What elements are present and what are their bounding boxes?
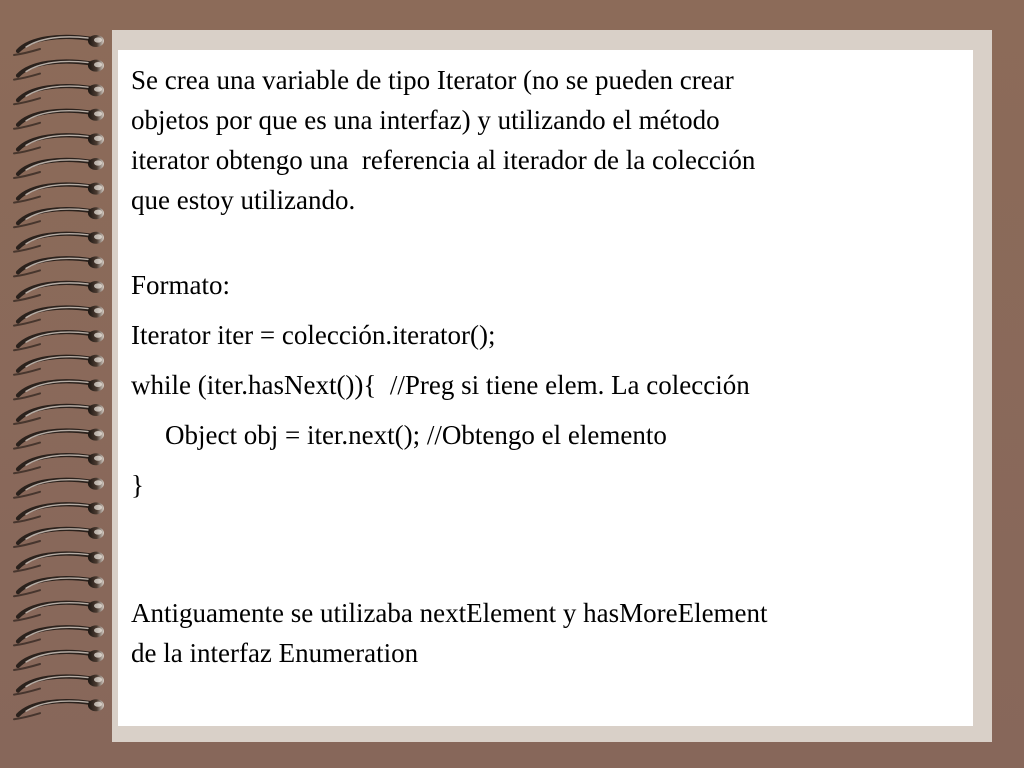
spiral-ring-icon: [14, 60, 104, 80]
spiral-ring-icon: [14, 699, 104, 719]
spiral-ring-icon: [14, 133, 104, 153]
spiral-ring-icon: [14, 35, 104, 55]
spiral-binding-icon: [0, 0, 130, 768]
spiral-ring-icon: [14, 281, 104, 301]
intro-line-2: objetos por que es una interfaz) y utilizando el método: [131, 105, 720, 135]
spiral-ring-icon: [14, 306, 104, 326]
spiral-ring-icon: [14, 576, 104, 596]
intro-line-4: que estoy utilizando.: [131, 185, 356, 215]
spacer: [131, 220, 961, 265]
intro-line-3: iterator obtengo una referencia al iterador de la colección: [131, 145, 756, 175]
spiral-ring-icon: [14, 109, 104, 129]
code-line-3: Object obj = iter.next(); //Obtengo el elemento: [165, 420, 667, 450]
footer-paragraph: [131, 593, 961, 673]
spiral-ring-icon: [14, 429, 104, 449]
spiral-ring-icon: [14, 650, 104, 670]
format-label: Formato:: [131, 270, 230, 300]
code-line-1: Iterator iter = colección.iterator();: [131, 320, 496, 350]
spiral-ring-icon: [14, 355, 104, 375]
spiral-ring-icon: [14, 478, 104, 498]
code-line-2: while (iter.hasNext()){ //Preg si tiene elem. La colección: [131, 370, 750, 400]
code-line-4: }: [131, 470, 144, 500]
spacer: [131, 505, 961, 593]
spiral-ring-icon: [14, 256, 104, 276]
spiral-ring-icon: [14, 404, 104, 424]
spiral-ring-icon: [14, 330, 104, 350]
spiral-ring-icon: [14, 379, 104, 399]
footer-line-1: Antiguamente se utilizaba nextElement y hasMoreElement: [131, 598, 768, 628]
spiral-ring-icon: [14, 84, 104, 104]
spiral-ring-icon: [14, 232, 104, 252]
slide-content: [131, 60, 961, 673]
spiral-ring-icon: [14, 207, 104, 227]
spiral-ring-icon: [14, 158, 104, 178]
spiral-ring-icon: [14, 552, 104, 572]
spiral-ring-icon: [14, 601, 104, 621]
spiral-ring-icon: [14, 625, 104, 645]
spiral-ring-icon: [14, 453, 104, 473]
spiral-ring-icon: [14, 183, 104, 203]
spiral-ring-icon: [14, 502, 104, 522]
footer-line-2: de la interfaz Enumeration: [131, 638, 419, 668]
intro-paragraph: [131, 60, 961, 220]
spiral-ring-icon: [14, 527, 104, 547]
spiral-ring-icon: [14, 675, 104, 695]
intro-line-1: Se crea una variable de tipo Iterator (no se pueden crear: [131, 65, 734, 95]
